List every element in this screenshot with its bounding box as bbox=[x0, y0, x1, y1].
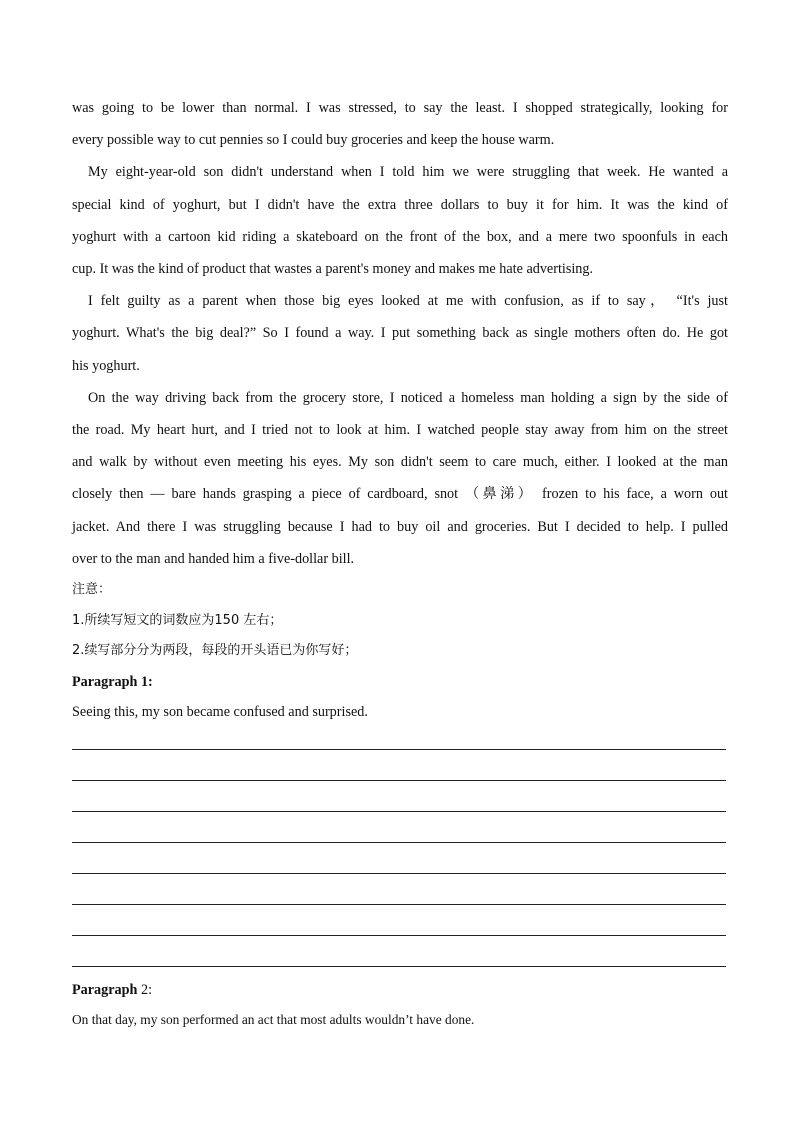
story-paragraph-3-line-2: yoghurt. What's the big deal?” So I found a way. I put something back as single mothers often do. He got bbox=[72, 325, 728, 342]
story-paragraph-2-line-2: special kind of yoghurt, but I didn't have the extra three dollars to buy it for him. It was the kind of bbox=[72, 196, 728, 213]
story-paragraph-4-line-1: On the way driving back from the grocery store, I noticed a homeless man holding a sign by the side of bbox=[88, 389, 728, 406]
worksheet-page bbox=[72, 92, 728, 1034]
writing-line[interactable] bbox=[72, 820, 728, 851]
paragraph-2-heading-bold: Paragraph bbox=[72, 982, 138, 999]
writing-line[interactable] bbox=[72, 882, 728, 913]
notes-heading: 注意： bbox=[72, 582, 112, 598]
writing-line[interactable] bbox=[72, 851, 728, 882]
writing-line[interactable] bbox=[72, 789, 728, 820]
paragraph-2-heading-number: 2: bbox=[137, 982, 153, 999]
story-paragraph-4-line-5: jacket. And there I was struggling because I had to buy oil and groceries. But I decided to help. I pulled bbox=[72, 518, 728, 535]
paragraph-1-heading: Paragraph 1: bbox=[72, 673, 153, 690]
paragraph-1-writing-lines[interactable] bbox=[72, 727, 728, 975]
writing-line[interactable] bbox=[72, 727, 728, 758]
paragraph-1-starter: Seeing this, my son became confused and surprised. bbox=[72, 704, 368, 721]
story-paragraph-1-line-2: every possible way to cut pennies so I could buy groceries and keep the house warm. bbox=[72, 132, 555, 149]
story-paragraph-4-line-2: the road. My heart hurt, and I tried not to look at him. I watched people stay away from him on the street bbox=[72, 422, 728, 439]
story-paragraph-1-line-1: was going to be lower than normal. I was stressed, to say the least. I shopped strategically, looking for bbox=[72, 100, 728, 116]
story-paragraph-2-line-4: cup. It was the kind of product that wastes a parent's money and makes me hate advertising. bbox=[72, 261, 594, 278]
paragraph-2-heading bbox=[72, 975, 728, 1006]
story-paragraph-3-line-3: his yoghurt. bbox=[72, 357, 140, 374]
writing-line[interactable] bbox=[72, 913, 728, 944]
story-paragraph-4-line-3: and walk by without even meeting his eyes. My son didn't seem to care much, either. I looked at the man bbox=[72, 454, 728, 471]
story-paragraph-2-line-1: My eight-year-old son didn't understand when I told him we were struggling that week. He wanted a bbox=[88, 164, 728, 181]
paragraph-2-starter: On that day, my son performed an act that most adults wouldn’t have done. bbox=[72, 1011, 475, 1027]
writing-line[interactable] bbox=[72, 944, 728, 975]
story-paragraph-3-line-1: I felt guilty as a parent when those big eyes looked at me with confusion, as if to say， “It's just bbox=[88, 293, 728, 310]
notes-item-2: 2.续写部分分为两段，每段的开头语已为你写好； bbox=[72, 643, 358, 659]
story-paragraph-4-line-6: over to the man and handed him a five-dollar bill. bbox=[72, 550, 355, 567]
notes-item-1: 1.所续写短文的词数应为150 左右； bbox=[72, 612, 283, 628]
writing-line[interactable] bbox=[72, 758, 728, 789]
story-paragraph-2-line-3: yoghurt with a cartoon kid riding a skateboard on the front of the box, and a mere two spoonfuls in each bbox=[72, 228, 728, 245]
story-paragraph-4-line-4: closely then — bare hands grasping a piece of cardboard, snot （鼻涕） frozen to his face, a worn out bbox=[72, 486, 728, 503]
